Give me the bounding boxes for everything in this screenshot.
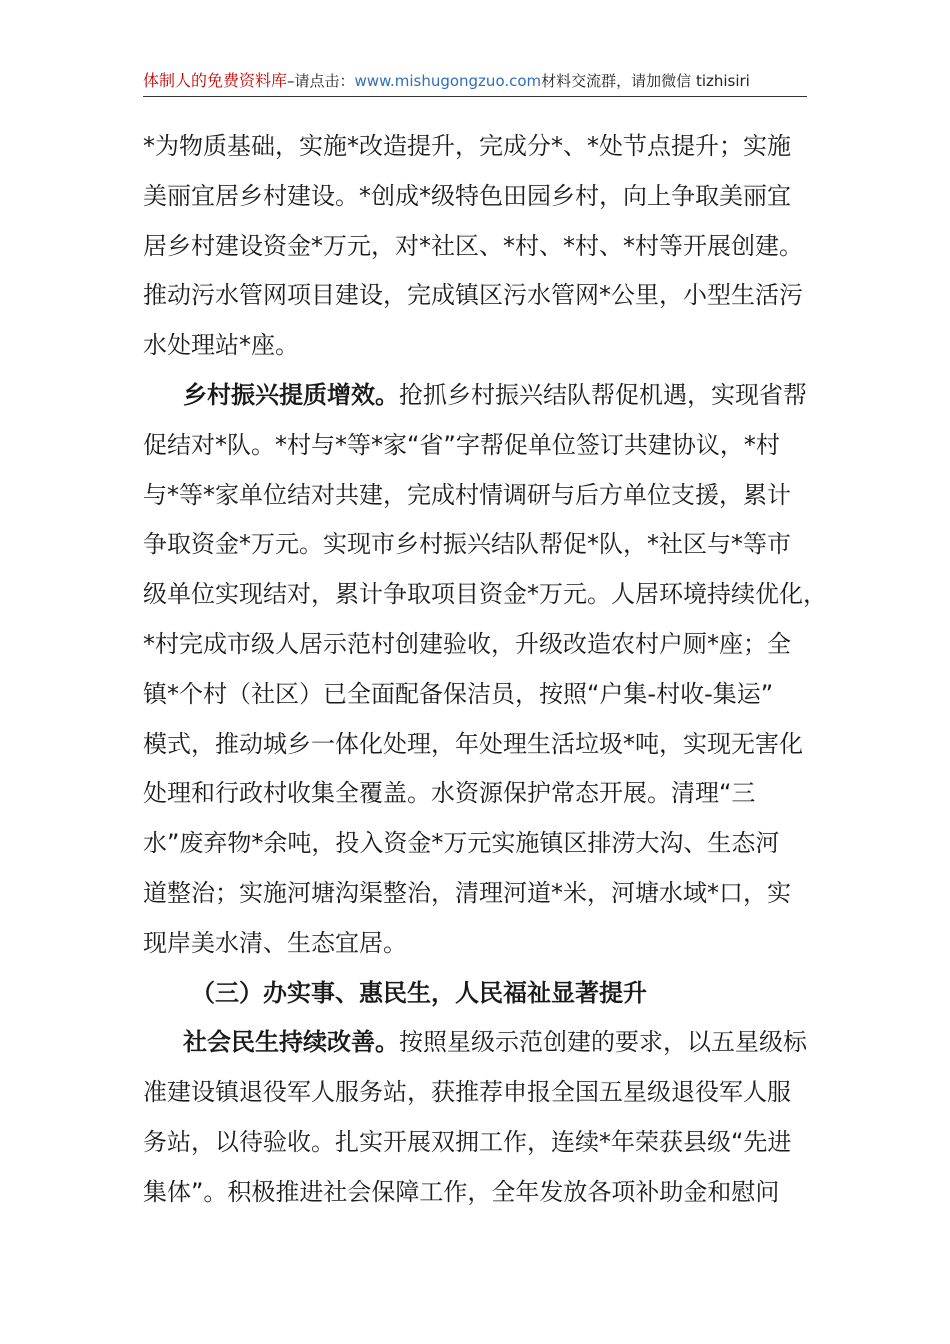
section-heading-line	[143, 969, 813, 1019]
text-line: 镇*个村（社区）已全面配备保洁员，按照“户集-村收-集运”	[143, 679, 774, 708]
header-brand: 体制人的免费资料库	[143, 71, 288, 90]
text-line: 与*等*家单位结对共建，完成村情调研与后方单位支援，累计	[143, 480, 791, 509]
text-line: 处理和行政村收集全覆盖。水资源保护常态开展。清理“三	[143, 779, 756, 808]
text-line: *村完成市级人居示范村创建验收，升级改造农村户厕*座；全	[143, 629, 791, 658]
paragraph-heading: 乡村振兴提质增效。	[183, 380, 399, 409]
text-line: 道整治；实施河塘沟渠整治，清理河道*米，河塘水域*口，实	[143, 878, 791, 907]
text-line: 准建设镇退役军人服务站，获推荐申报全国五星级退役军人服	[143, 1078, 791, 1107]
text-line: 务站，以待验收。扎实开展双拥工作，连续*年荣获县级“先进	[143, 1127, 792, 1156]
section-heading: （三）办实事、惠民生，人民福祉显著提升	[191, 978, 647, 1007]
text-line: *为物质基础，实施*改造提升，完成分*、*处节点提升；实施	[143, 132, 791, 160]
paragraph-heading-line: 社会民生持续改善。按照星级示范创建的要求，以五星级标	[183, 1028, 807, 1057]
header-url-link[interactable]: www.mishugongzuo.com	[354, 72, 542, 90]
text-line: 美丽宜居乡村建设。*创成*级特色田园乡村，向上争取美丽宜	[143, 181, 791, 210]
header-prompt: –请点击：	[287, 72, 355, 90]
paragraph-heading-line: 乡村振兴提质增效。抢抓乡村振兴结队帮促机遇，实现省帮	[183, 380, 807, 409]
body-text	[143, 122, 827, 1218]
text-line: 争取资金*万元。实现市乡村振兴结队帮促*队，*社区与*等市	[143, 530, 791, 559]
text-line: 集体”。积极推进社会保障工作，全年发放各项补助金和慰问	[143, 1177, 780, 1206]
text-line: 居乡村建设资金*万元，对*社区、*村、*村、*村等开展创建。	[143, 231, 803, 260]
text-line: 模式，推动城乡一体化处理，年处理生活垃圾*吨，实现无害化	[143, 729, 803, 758]
text-line: 推动污水管网项目建设，完成镇区污水管网*公里，小型生活污	[143, 281, 803, 310]
text-line: 水处理站*座。	[143, 331, 299, 360]
text-line: 现岸美水清、生态宜居。	[143, 928, 407, 957]
page-header	[143, 66, 807, 97]
text-line: 促结对*队。*村与*等*家“省”字帮促单位签订共建协议，*村	[143, 430, 780, 459]
header-suffix: 材料交流群，请加微信 tizhisiri	[541, 72, 750, 90]
paragraph-heading: 社会民生持续改善。	[183, 1028, 399, 1057]
text-line: 水”废弃物*余吨，投入资金*万元实施镇区排涝大沟、生态河	[143, 829, 780, 858]
text-line: 级单位实现结对，累计争取项目资金*万元。人居环境持续优化，	[143, 580, 827, 609]
